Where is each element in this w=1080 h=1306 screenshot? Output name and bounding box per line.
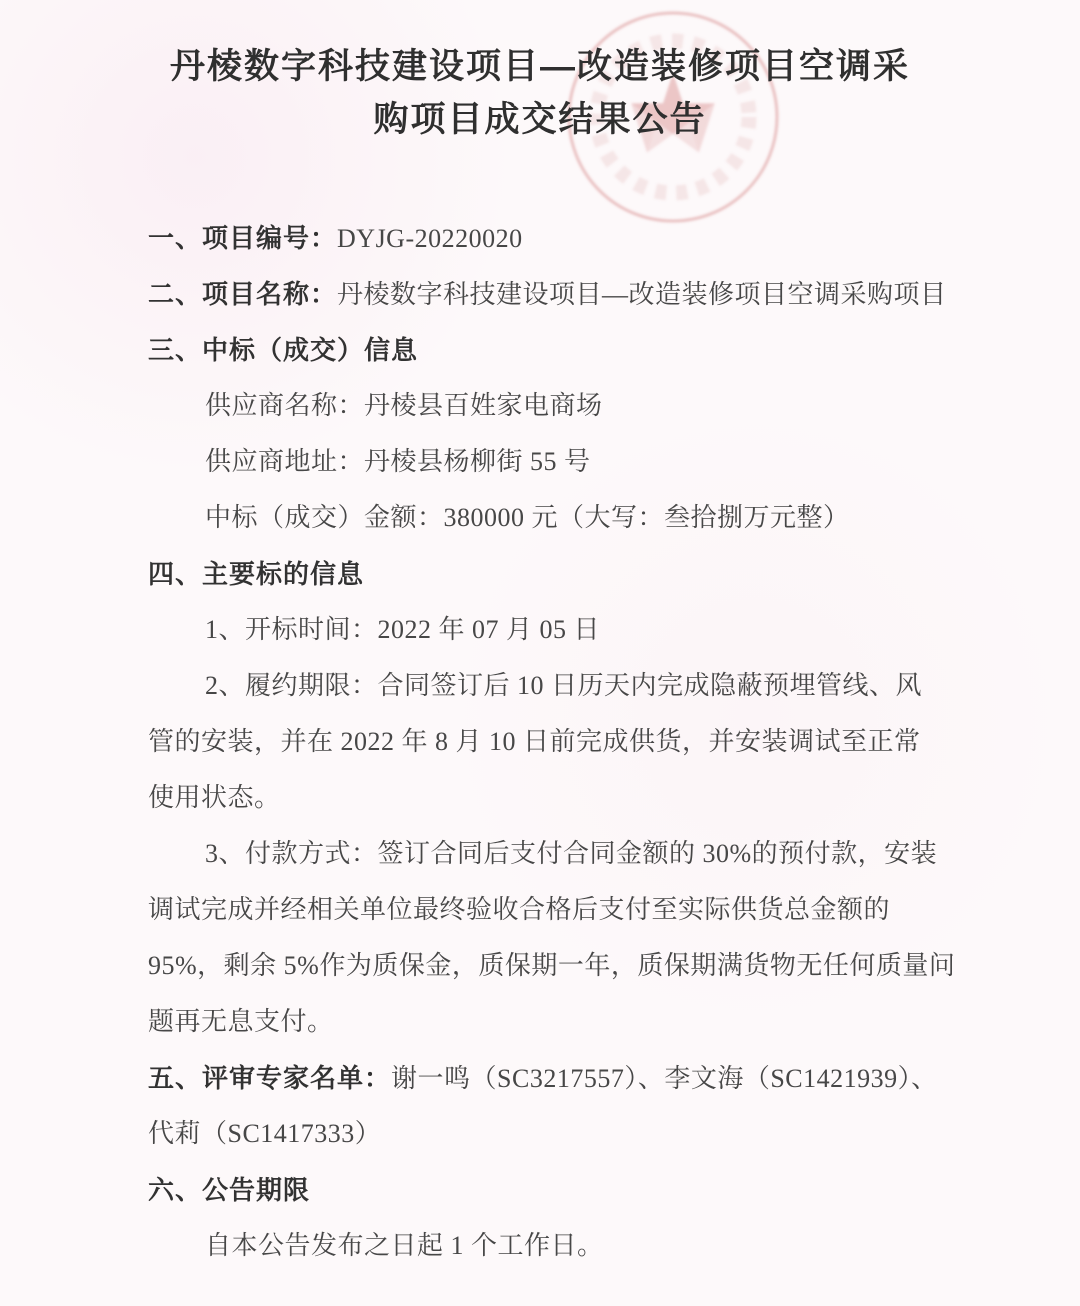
line-label: 二、项目名称：: [148, 279, 338, 309]
document-line: [148, 546, 948, 602]
line-value: 95%，剩余 5%作为质保金，质保期一年，质保期满货物无任何质量问: [148, 951, 956, 980]
line-value: 中标（成交）金额：380000 元（大写：叁拾捌万元整）: [205, 503, 850, 532]
document-line: [148, 1162, 948, 1218]
document-line: [148, 1106, 948, 1162]
line-value: 自本公告发布之日起 1 个工作日。: [205, 1231, 604, 1260]
line-value: 管的安装，并在 2022 年 8 月 10 日前完成供货，并安装调试至正常: [148, 727, 921, 756]
line-label: 三、中标（成交）信息: [148, 335, 419, 365]
line-value: DYJG-20220020: [337, 224, 523, 253]
document-lines: [148, 210, 956, 1274]
document-line: [148, 938, 956, 994]
line-label: 六、公告期限: [148, 1175, 311, 1205]
document-line: [148, 210, 948, 266]
line-value: 供应商名称：丹棱县百姓家电商场: [205, 391, 603, 420]
line-value: 题再无息支付。: [148, 1007, 334, 1036]
document-line: [205, 602, 948, 658]
document-line: [148, 770, 948, 826]
line-label: 四、主要标的信息: [148, 559, 365, 589]
document-line: [148, 266, 948, 322]
document-line: [148, 714, 948, 770]
document-line: [205, 378, 948, 434]
line-value: 代莉（SC1417333）: [148, 1119, 382, 1148]
document-line: [205, 1218, 948, 1274]
line-value: 调试完成并经相关单位最终验收合格后支付至实际供货总金额的: [148, 895, 891, 924]
document-title: [0, 40, 1080, 146]
line-value: 丹棱数字科技建设项目—改造装修项目空调采购项目: [337, 280, 947, 309]
line-value: 3、付款方式：签订合同后支付合同金额的 30%的预付款，安装: [205, 839, 938, 868]
line-value: 供应商地址：丹棱县杨柳街 55 号: [205, 447, 591, 476]
line-label: 五、评审专家名单：: [148, 1063, 392, 1093]
document-line: [205, 434, 948, 490]
line-value: 使用状态。: [148, 783, 281, 812]
document-line: [148, 322, 948, 378]
line-value: 2、履约期限：合同签订后 10 日历天内完成隐蔽预埋管线、风: [205, 671, 923, 700]
document-line: [205, 826, 948, 882]
document-line: [148, 882, 948, 938]
line-value: 谢一鸣（SC3217557）、李文海（SC1421939）、: [391, 1064, 938, 1093]
line-value: 1、开标时间：2022 年 07 月 05 日: [205, 615, 601, 644]
document-line: [148, 1050, 948, 1106]
line-label: 一、项目编号：: [148, 223, 338, 253]
title-line-1: 丹棱数字科技建设项目—改造装修项目空调采: [169, 47, 910, 86]
title-line-2: 购项目成交结果公告: [373, 100, 707, 139]
document-line: [205, 658, 948, 714]
document-line: [148, 994, 948, 1050]
document-line: [205, 490, 948, 546]
